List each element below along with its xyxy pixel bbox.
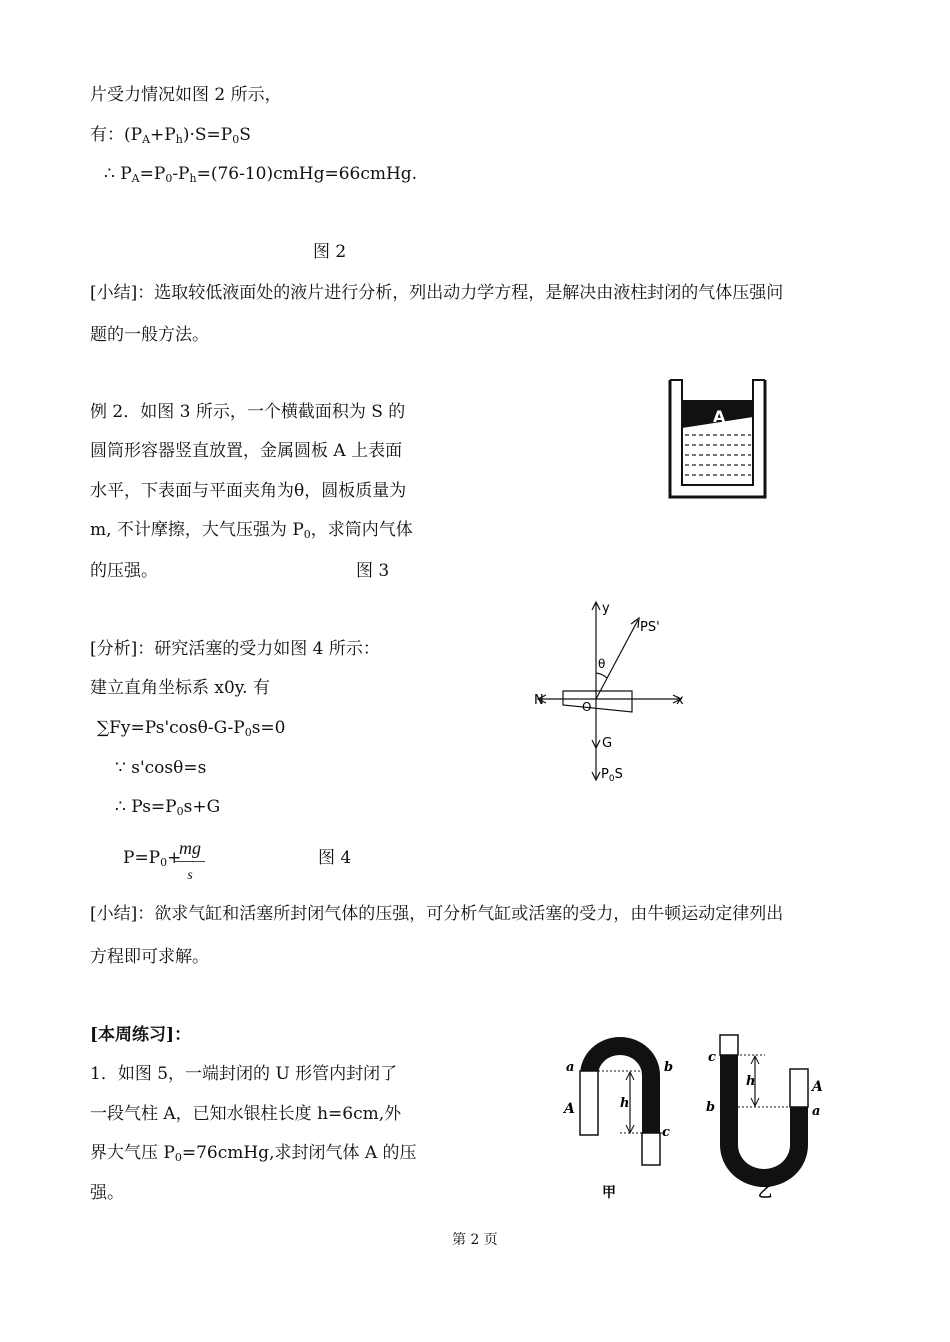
analysis-eq-1: $\sum Fy=Ps'\cos\theta-G-P_0s=0$ <box>97 718 286 739</box>
figure-3-cylinder-diagram <box>665 375 770 500</box>
practice-heading: [本周练习]： <box>90 1025 192 1045</box>
fig5-jia-caption: 甲 <box>602 1185 616 1201</box>
fig5-yi-a-label: a <box>812 1104 821 1119</box>
example-2-line-5: 的压强。 <box>90 561 158 581</box>
fig5-yi-A-label: A <box>812 1079 823 1095</box>
origin-label: O <box>582 700 592 714</box>
summary-2-line-2: 方程即可求解。 <box>90 947 209 967</box>
angle-theta-label: θ <box>598 657 606 671</box>
fig5-yi-caption: 乙 <box>758 1185 772 1201</box>
fig5-yi-b-label: b <box>706 1100 716 1115</box>
axis-y-label: y <box>602 601 610 616</box>
fig5-jia-h-label: h <box>620 1096 630 1111</box>
plate-a-label: A <box>713 407 726 426</box>
force-n-label: N <box>534 693 544 708</box>
analysis-line-2: 建立直角坐标系 x0y. 有 <box>90 678 270 698</box>
fig5-yi-h-label: h <box>746 1074 756 1089</box>
equation-1: 有：$(P_A+P_h)\cdot S=P_0S$ <box>90 125 251 146</box>
figure-2-caption: 图 2 <box>313 242 347 262</box>
fraction-mg-over-s: mg s <box>175 838 205 884</box>
fig5-yi-c-label: c <box>708 1050 716 1065</box>
equation-2: ∴ $P_A=P_0-P_h=(76-10)cmHg=66cmHg$. <box>104 164 418 185</box>
fig5-jia-A-label: A <box>564 1101 575 1117</box>
example-2-line-4: m, 不计摩擦，大气压强为 $P_0$，求筒内气体 <box>90 520 413 541</box>
axis-x-label: x <box>676 693 684 708</box>
analysis-eq-4: $P=P_0+$ <box>123 848 182 869</box>
force-g-label: G <box>602 736 613 751</box>
fig5-jia-b-label: b <box>664 1060 674 1075</box>
summary-2-line-1: [小结]：欲求气缸和活塞所封闭气体的压强，可分析气缸或活塞的受力，由牛顿运动定律列出 <box>90 904 784 924</box>
example-2-line-2: 圆筒形容器竖直放置，金属圆板 A 上表面 <box>90 441 403 461</box>
page-number: 第 2 页 <box>452 1232 498 1248</box>
figure-3-caption: 图 3 <box>356 561 390 581</box>
practice-line-4: 强。 <box>90 1183 124 1203</box>
force-ps-label: PS' <box>640 620 660 635</box>
example-2-line-1: 例 2．如图 3 所示，一个横截面积为 S 的 <box>90 402 406 422</box>
practice-line-3: 界大气压 $P_0=76cmHg$,求封闭气体 A 的压 <box>90 1143 417 1164</box>
analysis-line-1: [分析]：研究活塞的受力如图 4 所示： <box>90 639 380 659</box>
fig5-jia-c-label: c <box>662 1125 670 1140</box>
practice-line-2: 一段气柱 A，已知水银柱长度 h=6cm,外 <box>90 1104 402 1124</box>
summary-1-line-2: 题的一般方法。 <box>90 325 209 345</box>
fig5-jia-a-label: a <box>566 1060 575 1075</box>
force-p0s-label: $P_0S$ <box>601 767 623 784</box>
figure-5-u-tubes <box>560 1035 840 1205</box>
analysis-eq-2: ∵ s'cosθ=s <box>115 758 207 778</box>
analysis-eq-3: ∴ $Ps=P_0s+G$ <box>115 797 221 818</box>
practice-line-1: 1．如图 5，一端封闭的 U 形管内封闭了 <box>90 1064 398 1084</box>
example-2-line-3: 水平，下表面与平面夹角为θ，圆板质量为 <box>90 481 407 501</box>
summary-1-line-1: [小结]：选取较低液面处的液片进行分析，列出动力学方程，是解决由液柱封闭的气体压强问 <box>90 283 784 303</box>
figure-4-force-diagram <box>530 598 695 788</box>
intro-line: 片受力情况如图 2 所示， <box>90 85 282 105</box>
figure-4-caption: 图 4 <box>318 848 352 868</box>
